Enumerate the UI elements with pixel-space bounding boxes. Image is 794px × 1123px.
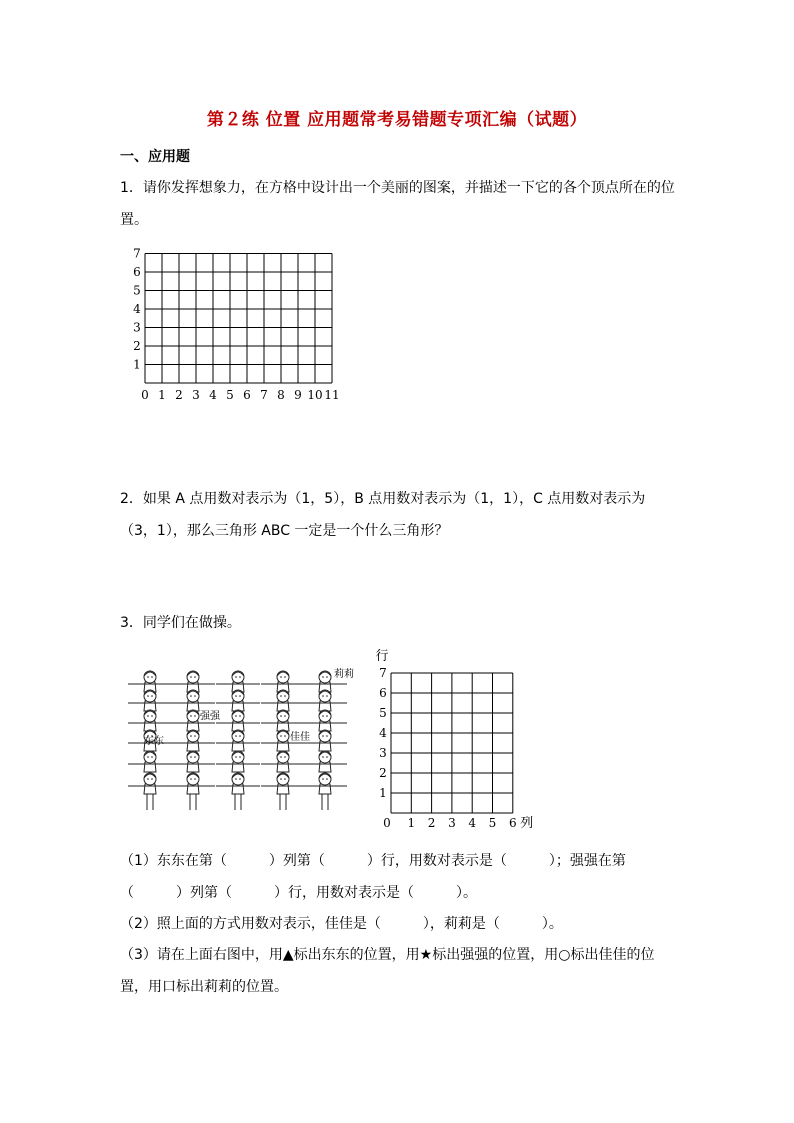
student-figure <box>128 751 172 772</box>
grid1-y-tick: 4 <box>133 302 141 316</box>
grid3-x-tick: 4 <box>468 816 477 830</box>
grid1-y-tick: 1 <box>133 357 141 372</box>
grid1-x-tick: 5 <box>226 388 234 402</box>
student-figure <box>261 773 305 810</box>
grid1-x-tick: 4 <box>209 388 217 402</box>
grid3-y-tick: 6 <box>379 686 387 700</box>
question-3-sub-1: （1）东东在第（ ）列第（ ）行，用数对表示是（ ）；强强在第（ ）列第（ ）行，用数对表示是（ ）。 <box>120 853 626 901</box>
student-figure <box>261 751 305 772</box>
grid1-x-tick: 2 <box>175 388 183 402</box>
student-figure <box>128 773 172 810</box>
grid1-y-tick: 5 <box>133 283 141 298</box>
student-figure <box>216 751 260 772</box>
student-figure <box>216 690 260 711</box>
section-heading: 一、应用题 <box>120 149 190 165</box>
grid3-x-tick: 5 <box>488 816 497 830</box>
grid3-y-tick: 1 <box>379 786 387 800</box>
grid3-x-tick: 1 <box>407 816 416 830</box>
grid1-y-tick: 6 <box>133 265 141 279</box>
student-figure <box>216 710 260 731</box>
student-figure <box>216 671 260 692</box>
student-figure <box>261 690 305 711</box>
students-exercise-picture <box>120 660 360 820</box>
grid1-y-tick: 3 <box>133 320 141 335</box>
grid1-x-tick: 1 <box>158 388 166 402</box>
grid1-x-tick: 9 <box>294 388 302 402</box>
label-dongdong: 东东 <box>144 736 164 747</box>
question-3-text: 3．同学们在做操。 <box>120 615 241 631</box>
student-figure <box>261 710 305 731</box>
grid3-x-tick: 2 <box>427 816 436 830</box>
grid3-x-tick: 3 <box>448 816 456 830</box>
grid1-x-tick: 10 <box>307 388 323 402</box>
student-figure <box>216 730 260 751</box>
grid1-x-tick: 6 <box>243 388 251 402</box>
student-figure <box>128 710 172 731</box>
question-2-text: 2．如果 A 点用数对表示为（1，5），B 点用数对表示为（1，1），C 点用数对表示为（3，1），那么三角形 ABC 一定是一个什么三角形？ <box>120 491 646 539</box>
grid3-y-tick: 2 <box>379 766 387 780</box>
question-1-grid[interactable] <box>125 245 350 405</box>
student-figure <box>261 671 305 692</box>
student-figure <box>216 773 260 810</box>
student-figure <box>171 690 215 711</box>
grid3-y-tick: 5 <box>379 706 387 720</box>
grid1-y-tick: 2 <box>133 339 141 353</box>
student-figure <box>128 671 172 692</box>
question-3-sub-2: （2）照上面的方式用数对表示，佳佳是（ ），莉莉是（ ）。 <box>120 916 563 932</box>
label-qiangqiang: 强强 <box>200 711 220 722</box>
student-figure <box>303 751 347 772</box>
student-figure <box>303 773 347 810</box>
grid1-y-tick: 7 <box>133 246 141 261</box>
page-title: 第２练 位置 应用题常考易错题专项汇编（试题） <box>206 110 588 130</box>
grid3-x-tick: 0 <box>383 816 391 830</box>
question-3-sub-3: （3）请在上面右图中，用▲标出东东的位置，用★标出强强的位置，用○标出佳佳的位置，用口标出莉莉的位置。 <box>120 947 655 995</box>
grid1-x-tick: 3 <box>192 388 200 402</box>
student-figure <box>303 710 347 731</box>
question-1-text: 1．请你发挥想象力，在方格中设计出一个美丽的图案，并描述一下它的各个顶点所在的位置。 <box>120 180 675 228</box>
grid3-col-label: 列 <box>520 816 534 831</box>
student-figure <box>171 730 215 751</box>
grid1-x-tick: 8 <box>277 388 285 402</box>
grid1-x-tick: 7 <box>260 388 268 402</box>
question-3-grid[interactable] <box>370 645 540 835</box>
student-figure <box>171 671 215 692</box>
grid3-y-tick: 3 <box>379 746 387 760</box>
grid1-x-tick: 11 <box>324 388 340 402</box>
student-figure <box>303 690 347 711</box>
label-lili: 莉莉 <box>334 669 354 680</box>
grid3-y-tick: 7 <box>379 666 387 680</box>
grid3-y-tick: 4 <box>379 726 387 740</box>
grid1-x-tick: 0 <box>141 388 149 402</box>
grid3-x-tick: 6 <box>508 816 517 830</box>
student-figure <box>128 690 172 711</box>
student-figure <box>171 773 215 810</box>
grid3-row-label: 行 <box>375 649 389 664</box>
label-jiajia: 佳佳 <box>290 732 310 743</box>
student-figure <box>171 751 215 772</box>
